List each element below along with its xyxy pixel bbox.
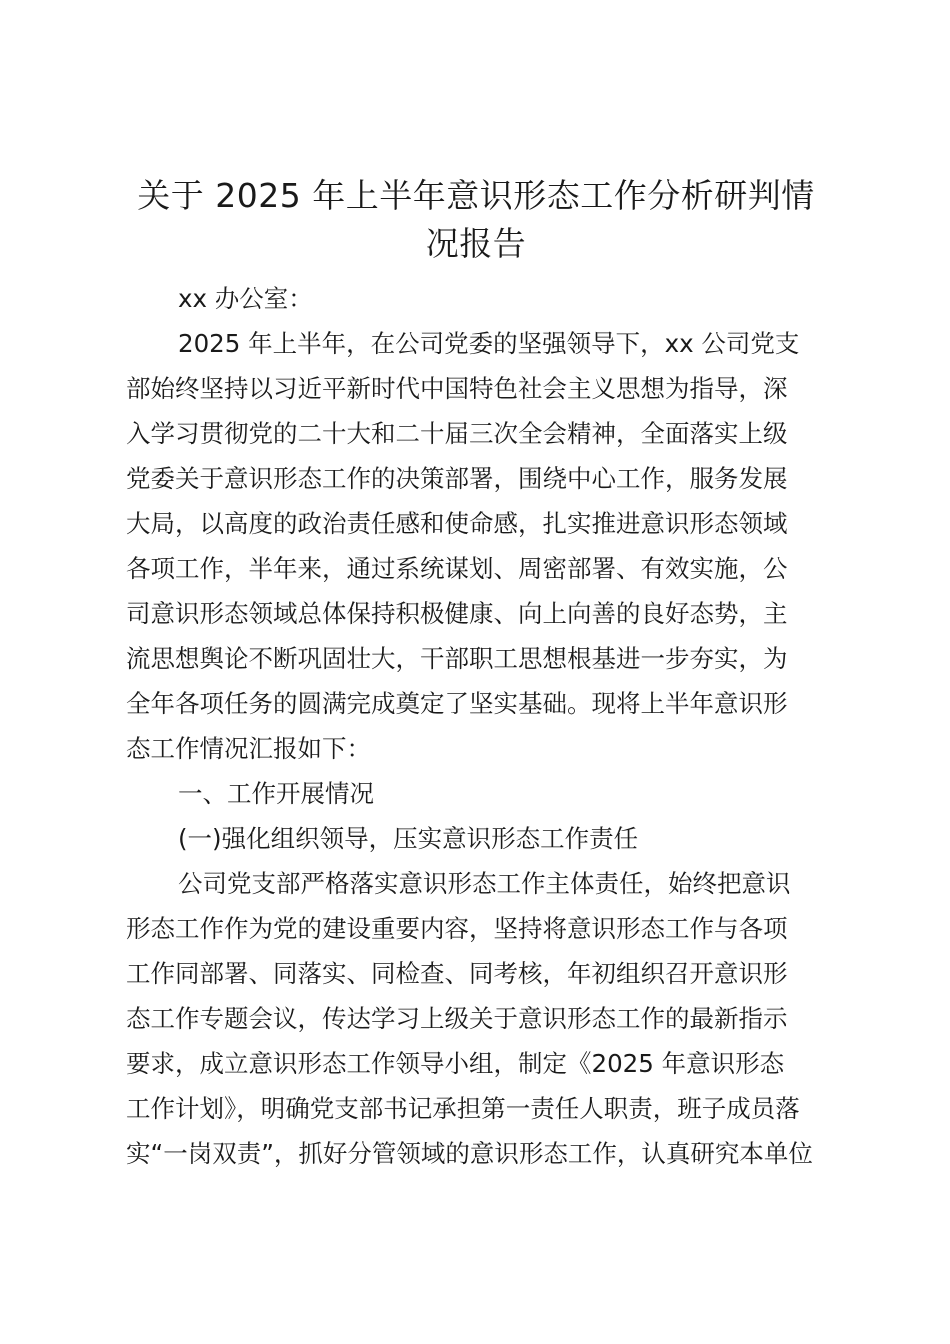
paragraph-line: 公司党支部严格落实意识形态工作主体责任，始终把意识 — [178, 869, 791, 898]
title-line-2: 况报告 — [425, 224, 527, 263]
salutation: xx 办公室： — [178, 284, 313, 313]
paragraph-line: 2025 年上半年，在公司党委的坚强领导下，xx 公司党支 — [178, 329, 800, 358]
paragraph-line: 实“一岗双责”，抓好分管领域的意识形态工作，认真研究本单位 — [126, 1139, 813, 1168]
paragraph-line: 全年各项任务的圆满完成奠定了坚实基础。现将上半年意识形 — [126, 689, 788, 718]
paragraph-line: 党委关于意识形态工作的决策部署，围绕中心工作，服务发展 — [126, 464, 788, 493]
paragraph-line: 部始终坚持以习近平新时代中国特色社会主义思想为指导，深 — [126, 374, 788, 403]
document-title — [126, 172, 826, 268]
section-heading: 一、工作开展情况 — [178, 779, 374, 808]
paragraph-line: 入学习贯彻党的二十大和二十届三次全会精神，全面落实上级 — [126, 419, 788, 448]
paragraph-line: 大局，以高度的政治责任感和使命感，扎实推进意识形态领域 — [126, 509, 788, 538]
title-line-1: 关于 2025 年上半年意识形态工作分析研判情 — [137, 176, 815, 215]
paragraph-line: 司意识形态领域总体保持积极健康、向上向善的良好态势，主 — [126, 599, 788, 628]
paragraph-line: 态工作专题会议，传达学习上级关于意识形态工作的最新指示 — [126, 1004, 788, 1033]
paragraph-line: 工作计划》，明确党支部书记承担第一责任人职责，班子成员落 — [126, 1094, 800, 1123]
paragraph-line: 工作同部署、同落实、同检查、同考核，年初组织召开意识形 — [126, 959, 788, 988]
paragraph-line: 态工作情况汇报如下： — [126, 734, 371, 763]
paragraph-line: 形态工作作为党的建设重要内容，坚持将意识形态工作与各项 — [126, 914, 788, 943]
paragraph-line: 各项工作，半年来，通过系统谋划、周密部署、有效实施，公 — [126, 554, 788, 583]
document-body — [126, 276, 826, 1176]
subsection-heading: (一)强化组织领导，压实意识形态工作责任 — [178, 824, 639, 853]
paragraph-line: 要求，成立意识形态工作领导小组，制定《2025 年意识形态 — [126, 1049, 785, 1078]
paragraph-line: 流思想舆论不断巩固壮大，干部职工思想根基进一步夯实，为 — [126, 644, 788, 673]
